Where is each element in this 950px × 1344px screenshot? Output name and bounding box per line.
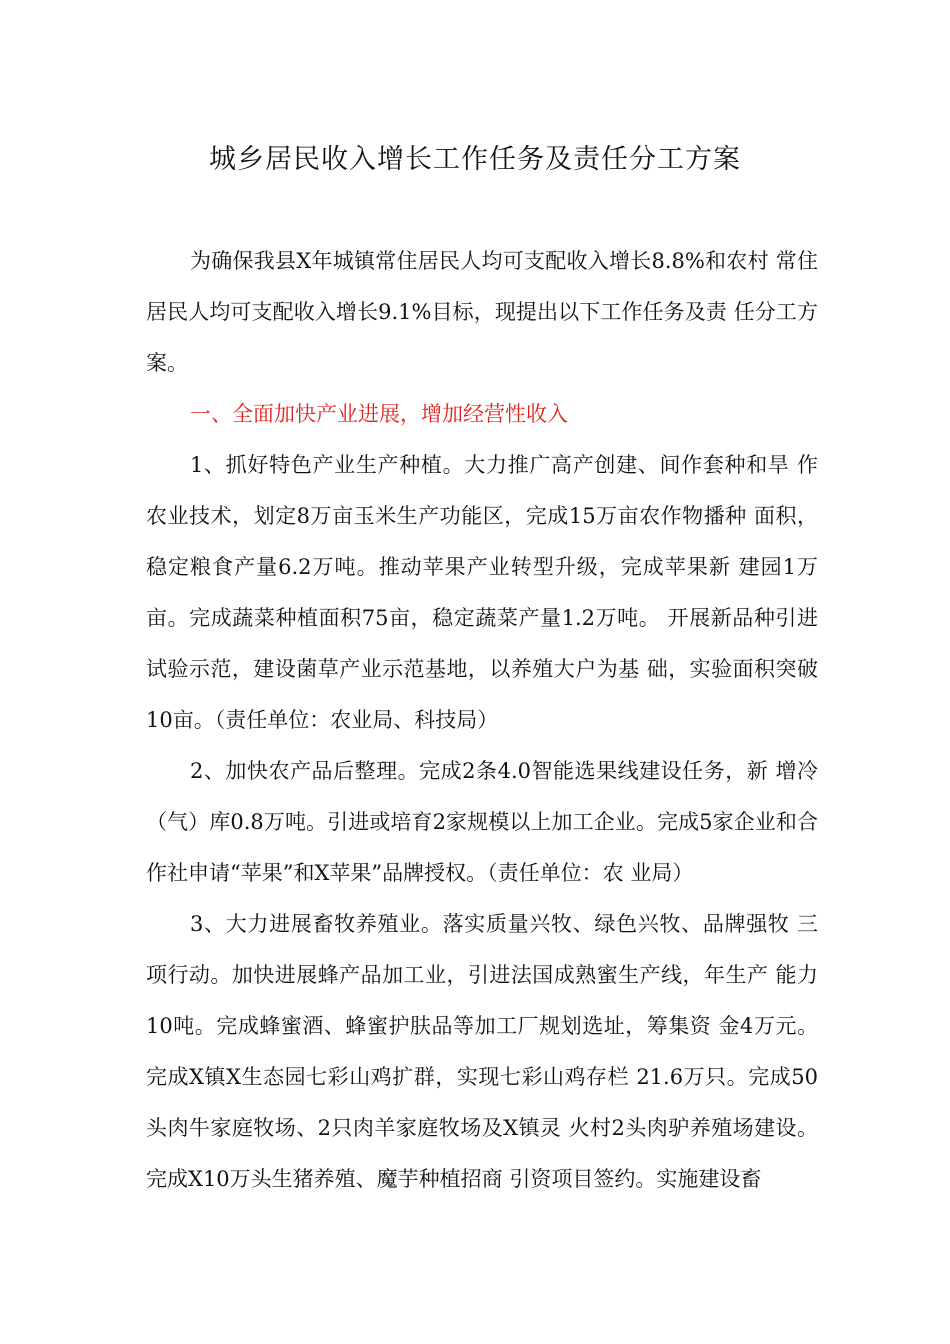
task-item-2: 2、加快农产品后整理。完成2条4.0智能选果线建设任务，新 增冷（气）库0.8万吨。引进或培育2家规模以上加工企业。完成5家企业和合作社申请“苹果”和X苹果”品牌授权。（责任单位：农 业局） xyxy=(146,759,818,885)
document-body xyxy=(146,236,818,1205)
task-item-3: 3、大力进展畜牧养殖业。落实质量兴牧、绿色兴牧、品牌强牧 三项行动。加快进展蜂产品加工业，引进法国成熟蜜生产线，年生产 能力10吨。完成蜂蜜酒、蜂蜜护肤品等加工厂规划选址，筹集资 金4万元。完成X镇X生态园七彩山鸡扩群，实现七彩山鸡存栏 21.6万只。完成50头肉牛家庭牧场、2只肉羊家庭牧场及X镇灵 火村2头肉驴养殖场建设。完成X10万头生猪养殖、魔芋种植招商 引资项目签约。实施建设畜 xyxy=(146,912,818,1191)
intro-paragraph: 为确保我县X年城镇常住居民人均可支配收入增长8.8%和农村 常住居民人均可支配收入增长9.1%目标，现提出以下工作任务及责 任分工方案。 xyxy=(146,249,818,375)
task-item-1: 1、抓好特色产业生产种植。大力推广高产创建、间作套种和旱 作农业技术，划定8万亩玉米生产功能区，完成15万亩农作物播种 面积，稳定粮食产量6.2万吨。推动苹果产业转型升级，完成苹果新 建园1万亩。完成蔬菜种植面积75亩，稳定蔬菜产量1.2万吨。 开展新品种引进试验示范，建设菌草产业示范基地，以养殖大户为基 础，实验面积突破10亩。（责任单位：农业局、科技局） xyxy=(146,453,818,732)
section-heading: 一、全面加快产业进展，增加经营性收入 xyxy=(190,402,568,426)
document-title: 城乡居民收入增长工作任务及责任分工方案 xyxy=(209,144,741,175)
